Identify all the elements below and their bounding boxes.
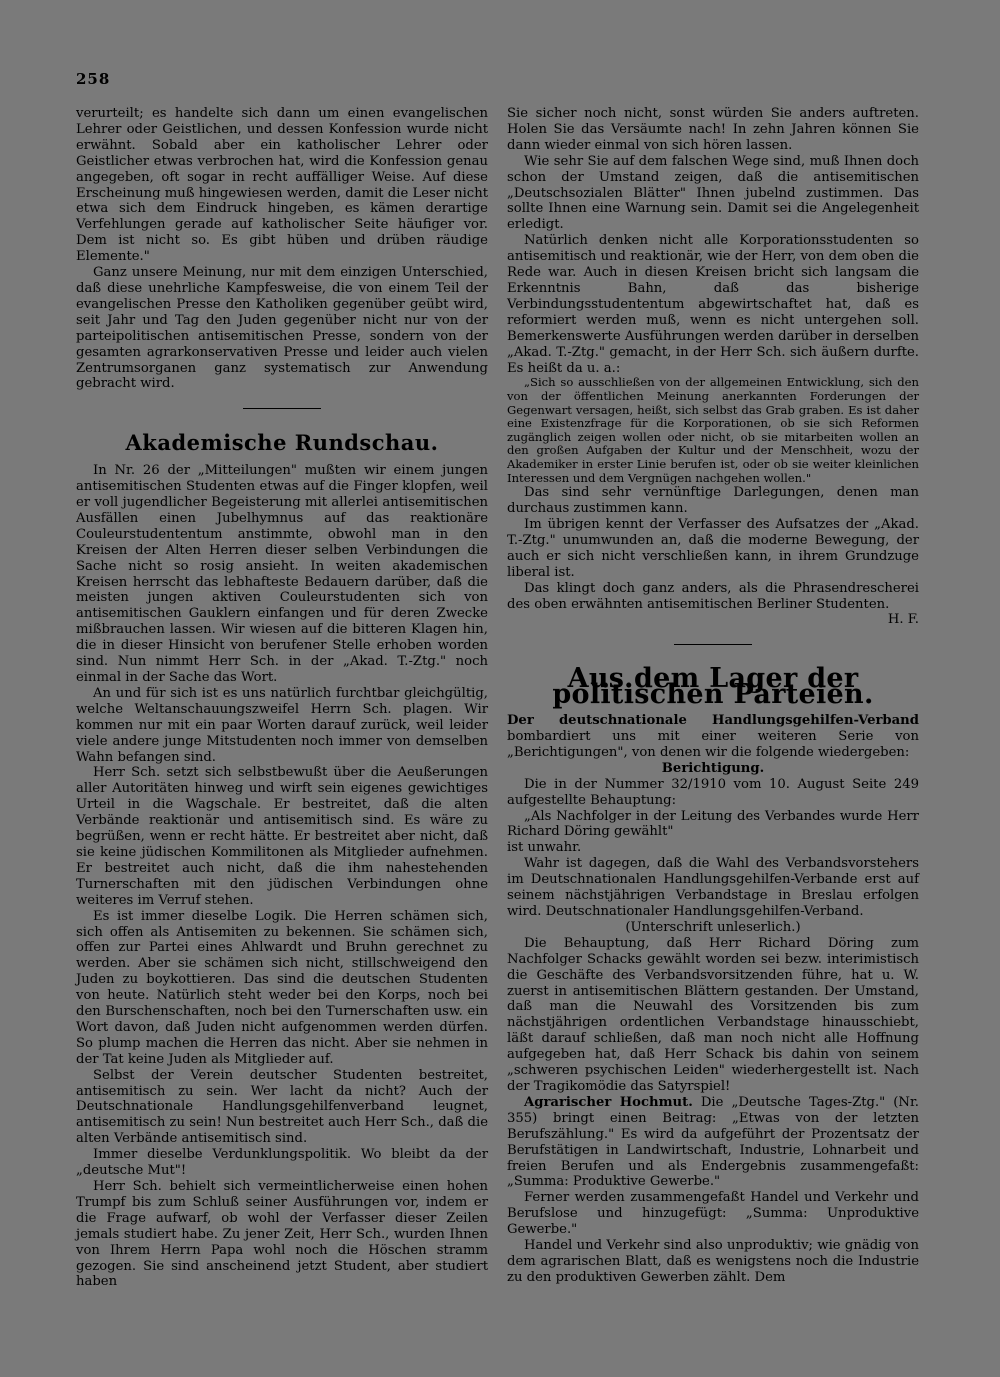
left-column (76, 106, 488, 1290)
paragraph: Die in der Nummer 32/1910 vom 10. August Seite 249 aufgestellte Behauptung: (507, 776, 919, 808)
paragraph (507, 713, 919, 761)
paragraph: Ganz unsere Meinung, nur mit dem einzigen Unterschied, daß diese unehrliche Kampfesweise, die von einem Teil der evangelischen Presse den Katholiken gegenüber geübt wird, seit Jahr und Tag den Juden gegenüber nicht nur von der parteipolitischen antisemitischen Presse, sondern von der gesamten agrarkonservativen Presse und leider auch vielen Zentrumsorganen ganz systematisch zur Anwendung gebracht wird. (76, 265, 488, 392)
paragraph: Natürlich denken nicht alle Korporationsstudenten so antisemitisch und reaktionär, wie der Herr, von dem oben die Rede war. Auch in diesen Kreisen bricht sich langsam die Erkenntnis Bahn, daß das bisherige Verbindungsstudententum abgewirtschaftet hat, daß es reformiert werden muß, wenn es nicht untergehen soll. Bemerkenswerte Ausführungen werden darüber in derselben „Akad. T.-Ztg." gemacht, in der Herr Sch. sich äußern durfte. Es heißt da u. a.: (507, 233, 919, 376)
paragraph: Die Behauptung, daß Herr Richard Döring zum Nachfolger Schacks gewählt worden sei bezw. interimistisch die Geschäfte des Verbandsvorsitzenden führe, hat u. W. zuerst in antisemitischen Blättern gestanden. Der Umstand, daß man die Neuwahl des Vorsitzenden bis zum nächstjährigen ordentlichen Verbandstage hinausschiebt, läßt darauf schließen, daß man noch nicht alle Hoffnung aufgegeben hat, daß Herr Schack bis dahin von seinem „schweren psychischen Leiden" wiederhergestellt ist. Nach der Tragikomödie das Satyrspiel! (507, 935, 919, 1094)
section-heading-politische-parteien: Aus dem Lager der politischen Parteien. (552, 663, 874, 711)
paragraph: Immer dieselbe Verdunklungspolitik. Wo bleibt da der „deutsche Mut"! (76, 1147, 488, 1179)
paragraph: Wahr ist dagegen, daß die Wahl des Verbandsvorstehers im Deutschnationalen Handlungsgehilfen-Verbande erst auf seinem nächstjährigen Verbandstage in Breslau erfolgen wird. Deutschnationaler Handlungsgehilfen-Verband. (507, 856, 919, 919)
section-heading-akademische-rundschau: Akademische Rundschau. (125, 430, 439, 456)
paragraph: An und für sich ist es uns natürlich furchtbar gleichgültig, welche Weltanschauungszweifel Herrn Sch. plagen. Wir kommen nur mit ein paar Worten darauf zurück, weil leider viele andere junge Mitstudenten noch immer von demselben Wahn befangen sind. (76, 685, 488, 765)
paragraph (507, 1095, 919, 1190)
paragraph: In Nr. 26 der „Mitteilungen" mußten wir einem jungen antisemitischen Studenten etwas auf die Finger klopfen, weil er voll jugendlicher Begeisterung mit allerlei antisemitischen Ausfällen einen Jubelhymnus auf das reaktionäre Couleurstudententum anstimmte, obwohl man in den Kreisen der Alten Herren dieser selben Verbindungen die Sache nicht so rosig ansieht. In weiten akademischen Kreisen herrscht das lebhafteste Bedauern darüber, daß die meisten jungen aktiven Couleurstudenten sich von antisemitischen Gauklern einfangen und für deren Zwecke mißbrauchen lassen. Wir wiesen auf die bitteren Klagen hin, die in dieser Hinsicht von berufener Stelle erhoben worden sind. Nun nimmt Herr Sch. in der „Akad. T.-Ztg." noch einmal in der Sache das Wort. (76, 463, 488, 685)
paragraph: verurteilt; es handelte sich dann um einen evangelischen Lehrer oder Geistlichen, und dessen Konfession wurde nicht erwähnt. Sobald aber ein katholischer Lehrer oder Geistlicher etwas verbrochen hat, wird die Konfession genau angegeben, oft sogar in recht auffälliger Weise. Auf diese Erscheinung muß hingewiesen werden, damit die Leser nicht etwa sich dem Eindruck hingeben, es kämen derartige Verfehlungen gerade auf katholischer Seite häufiger vor. Dem ist nicht so. Es gibt hüben und drüben räudige Elemente." (76, 106, 488, 265)
paragraph: Handel und Verkehr sind also unproduktiv; wie gnädig von dem agrarischen Blatt, daß es wenigstens noch die Industrie zu den produktiven Gewerben zählt. Dem (507, 1238, 919, 1285)
paragraph: Herr Sch. setzt sich selbstbewußt über die Aeußerungen aller Autoritäten hinweg und wirft sein eigenes gewichtiges Urteil in die Wagschale. Er bestreitet, daß die alten Verbände reaktionär und antisemitisch sind. Es wäre zu begrüßen, wenn er recht hätte. Er bestreitet aber nicht, daß sie keine jüdischen Kommilitonen als Mitglieder aufnehmen. Er bestreitet auch nicht, daß die ihm nahestehenden Turnerschaften mit den jüdischen Verbindungen ohne weiteres im Verruf stehen. (76, 765, 488, 908)
signature-note: (Unterschrift unleserlich.) (625, 919, 801, 935)
paragraph: ist unwahr. (507, 840, 582, 856)
paragraph-text: Die „Deutsche Tages-Ztg." (Nr. 355) bringt einen Beitrag: „Etwas von der letzten Berufszählung." Es wird da aufgeführt der Prozentsatz der Berufstätigen in Landwirtschaft, Industrie, Lohnarbeit und freien Berufen und als Endergebnis zusammengefaßt: „Summa: Produktive Gewerbe." (507, 1094, 920, 1190)
section-divider (243, 408, 321, 409)
paragraph: Das klingt doch ganz anders, als die Phrasendrescherei des oben erwähnten antisemitischen Berliner Studenten. (507, 580, 919, 612)
paragraph: Ferner werden zusammengefaßt Handel und Verkehr und Berufslose und hinzugefügt: „Summa: Unproduktive Gewerbe." (507, 1190, 919, 1238)
right-column (507, 106, 919, 1286)
paragraph: Das sind sehr vernünftige Darlegungen, denen man durchaus zustimmen kann. (507, 485, 919, 517)
paragraph: Im übrigen kennt der Verfasser des Aufsatzes der „Akad. T.-Ztg." unumwunden an, daß die moderne Bewegung, der auch er sich nicht verschließen kann, in ihrem Grundzuge liberal ist. (507, 516, 919, 580)
quoted-claim: „Als Nachfolger in der Leitung des Verbandes wurde Herr Richard Döring gewählt" (507, 808, 919, 840)
paragraph: Es ist immer dieselbe Logik. Die Herren schämen sich, sich offen als Antisemiten zu bekennen. Sie schämen sich, offen zur Partei eines Ahlwardt und Bruhn gerechnet zu werden. Aber sie schämen sich nicht, stillschweigend den Juden zu boykottieren. Das sind die deutschen Studenten von heute. Natürlich steht weder bei den Korps, noch bei den Burschenschaften, noch bei den Turnerschaften usw. ein Wort davon, daß Juden nicht aufgenommen werden dürfen. So plump machen die Herren das nicht. Aber sie nehmen in der Tat keine Juden als Mitglieder auf. (76, 908, 488, 1067)
correction-title: Berichtigung. (661, 760, 765, 776)
lead-in-bold: Agrarischer Hochmut. (524, 1094, 693, 1110)
page-number: 258 (76, 70, 111, 88)
paragraph-text: bombardiert uns mit einer weiteren Serie von „Berichtigungen", von denen wir die folgende wiedergeben: (507, 729, 919, 760)
lead-in-bold: Der deutschnationale Handlungsgehilfen-Verband (507, 713, 919, 729)
block-quote: „Sich so ausschließen von der allgemeinen Entwicklung, sich den von der öffentlichen Meinung anerkannten Forderungen der Gegenwart versagen, heißt, sich selbst das Grab graben. Es ist daher eine Existenzfrage für die Korporationen, ob sie sich Reformen zugänglich zeigen wollen oder nicht, ob sie mitarbeiten wollen an den großen Aufgaben der Kultur und der Menschheit, wozu der Akademiker in erster Linie berufen ist, oder ob sie weiter kleinlichen Interessen und dem Vergnügen nachgehen wollen." (507, 375, 919, 485)
paragraph: Wie sehr Sie auf dem falschen Wege sind, muß Ihnen doch schon der Umstand zeigen, daß die antisemitischen „Deutschsozialen Blätter" Ihnen jubelnd zustimmen. Das sollte Ihnen eine Warnung sein. Damit sei die Angelegenheit erledigt. (507, 153, 919, 233)
paragraph: Sie sicher noch nicht, sonst würden Sie anders auftreten. Holen Sie das Versäumte nach! In zehn Jahren können Sie dann wieder einmal von sich hören lassen. (507, 106, 919, 153)
author-signature: H. F. (887, 612, 919, 628)
section-divider (674, 644, 752, 645)
paragraph: Selbst der Verein deutscher Studenten bestreitet, antisemitisch zu sein. Wer lacht da nicht? Auch der Deutschnationale Handlungsgehilfenverband leugnet, antisemitisch zu sein! Nun bestreitet auch Herr Sch., daß die alten Verbände antisemitisch sind. (76, 1067, 488, 1147)
paragraph: Herr Sch. behielt sich vermeintlicherweise einen hohen Trumpf bis zum Schluß seiner Ausführungen vor, indem er die Frage aufwarf, ob wohl der Verfasser dieser Zeilen jemals studiert habe. Zu jener Zeit, Herr Sch., wurden Ihnen von Ihrem Herrn Papa wohl noch die Höschen stramm gezogen. Sie sind anscheinend jetzt Student, aber studiert haben (76, 1179, 488, 1290)
